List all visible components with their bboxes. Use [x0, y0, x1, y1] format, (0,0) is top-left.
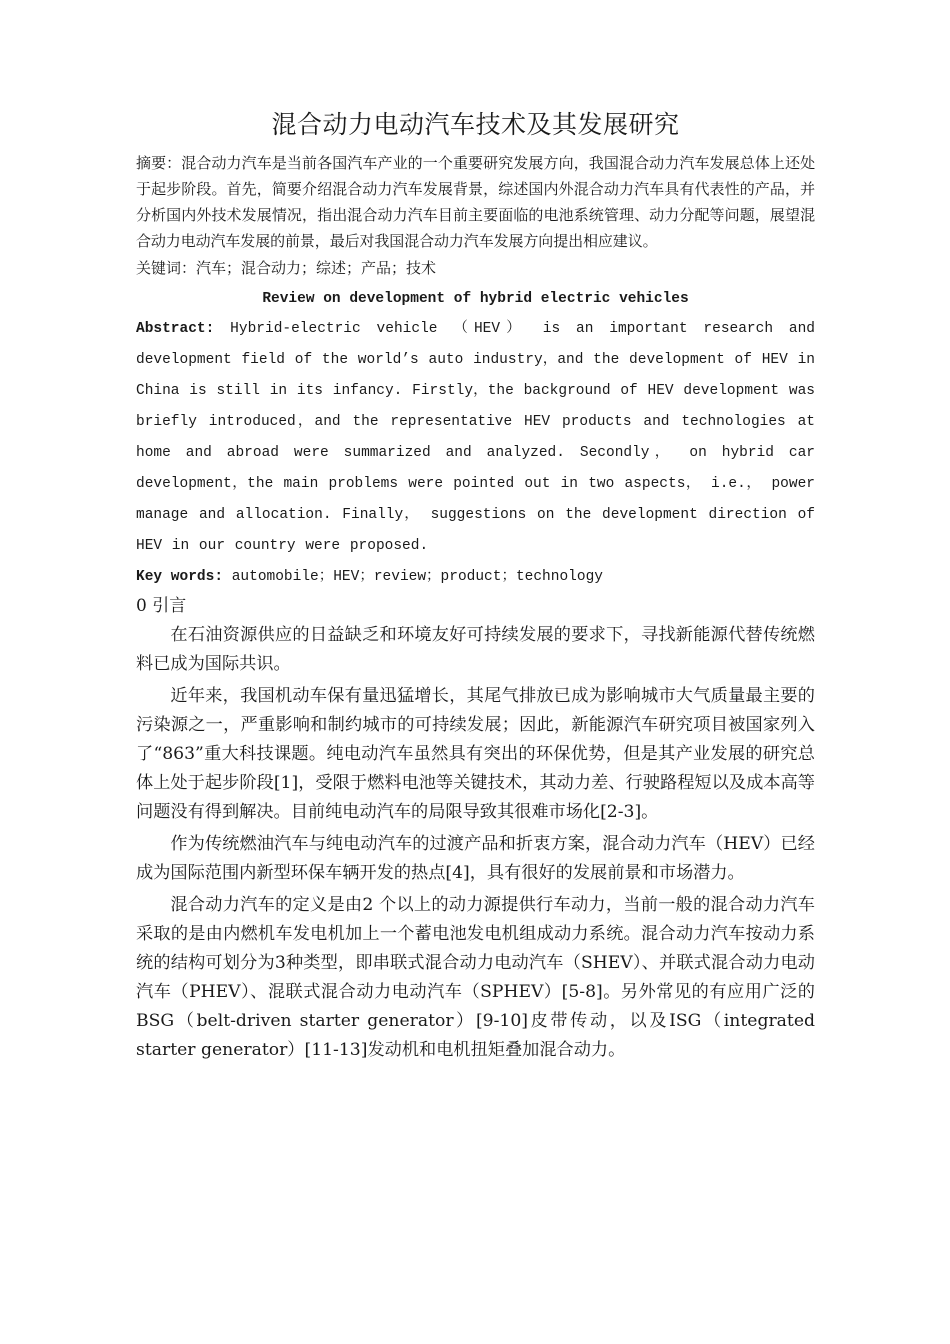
english-keywords-text: automobile；HEV；review；product；technology — [223, 569, 603, 585]
chinese-keywords-text: 汽车；混合动力；综述；产品；技术 — [196, 259, 437, 277]
body-paragraph: 混合动力汽车的定义是由2 个以上的动力源提供行车动力，当前一般的混合动力汽车采取的是由内燃机车发电机加上一个蓄电池发电机组成动力系统。混合动力汽车按动力系统的结构可划分为3种类型，即串联式混合动力电动汽车（SHEV）、并联式混合动力电动汽车（PHEV）、混联式混合动力电动汽车（SPHEV）[5-8]。另外常见的有应用广泛的BSG（belt-driven starter generator）[9-10]皮带传动，以及ISG（integrated starter generator）[11-13]发动机和电机扭矩叠加混合动力。 — [136, 895, 815, 1060]
english-title: Review on development of hybrid electric vehicles — [262, 291, 689, 307]
english-keywords-label: Key words: — [136, 569, 224, 585]
body-paragraph: 近年来，我国机动车保有量迅猛增长，其尾气排放已成为影响城市大气质量最主要的污染源之一，严重影响和制约城市的可持续发展；因此，新能源汽车研究项目被国家列入了“863”重大科技课题。纯电动汽车虽然具有突出的环保优势，但是其产业发展的研究总体上处于起步阶段[1]，受限于燃料电池等关键技术，其动力差、行驶路程短以及成本高等问题没有得到解决。目前纯电动汽车的局限导致其很难市场化[2-3]。 — [136, 686, 815, 822]
chinese-keywords-label: 关键词： — [136, 259, 197, 277]
english-abstract-label: Abstract: — [136, 321, 215, 337]
paper-title: 混合动力电动汽车技术及其发展研究 — [271, 110, 680, 139]
section-heading: 0 引言 — [136, 596, 187, 616]
chinese-keywords — [136, 254, 815, 282]
english-keywords — [136, 562, 815, 592]
chinese-abstract-text: 混合动力汽车是当前各国汽车产业的一个重要研究发展方向，我国混合动力汽车发展总体上还处于起步阶段。首先，简要介绍混合动力汽车发展背景，综述国内外混合动力汽车具有代表性的产品，并分析国内外技术发展情况，指出混合动力汽车目前主要面临的电池系统管理、动力分配等问题，展望混合动力电动汽车发展的前景，最后对我国混合动力汽车发展方向提出相应建议。 — [136, 154, 815, 250]
chinese-abstract-label: 摘要： — [136, 154, 182, 172]
body-paragraph: 在石油资源供应的日益缺乏和环境友好可持续发展的要求下，寻找新能源代替传统燃料已成为国际共识。 — [136, 625, 815, 674]
english-abstract-text: Hybrid-electric vehicle （HEV） is an important research and development field of the world’s auto industry，and the development of HEV in China is still in its infancy. Firstly，the background of HEV development was briefly introduced，and the representative HEV products and technologies at home and abroad were summarized and analyzed. Secondly， on hybrid car development，the main problems were pointed out in two aspects， i.e.， power manage and allocation. Finally， suggestions on the development direction of HEV in our country were proposed. — [136, 321, 815, 554]
paper-page — [136, 104, 815, 1065]
chinese-abstract — [136, 150, 815, 254]
english-abstract — [136, 314, 815, 562]
body-paragraph: 作为传统燃油汽车与纯电动汽车的过渡产品和折衷方案，混合动力汽车（HEV）已经成为国际范围内新型环保车辆开发的热点[4]，具有很好的发展前景和市场潜力。 — [136, 834, 815, 883]
